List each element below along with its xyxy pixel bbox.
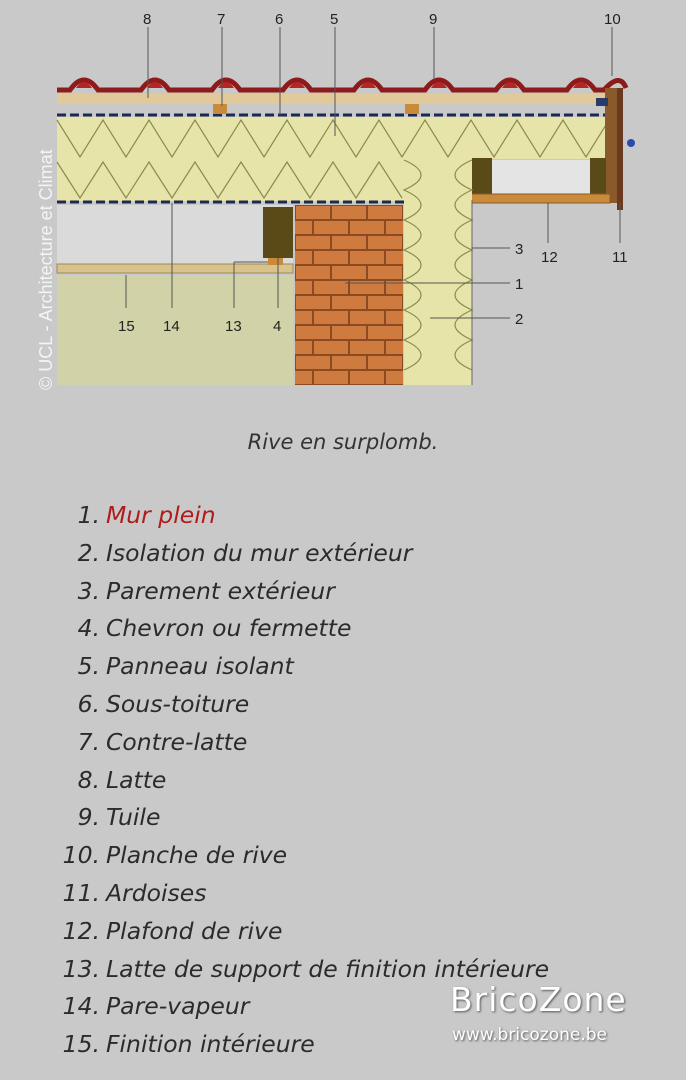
legend-number: 2. (77, 538, 100, 567)
label-13: 13 (225, 318, 242, 335)
rafter (263, 207, 293, 258)
diagram-caption: Rive en surplomb. (247, 430, 439, 454)
legend-label: Tuile (106, 803, 161, 832)
legend-label: Parement extérieur (106, 576, 335, 605)
legend-item[interactable] (0, 497, 549, 535)
legend-label: Latte (106, 765, 167, 794)
label-10: 10 (604, 11, 621, 28)
label-3: 3 (515, 241, 524, 258)
fascia-slates (617, 88, 623, 210)
label-5: 5 (330, 11, 339, 28)
legend-label: Sous-toiture (106, 689, 250, 718)
copyright-text: © UCL - Architecture et Climat (36, 149, 56, 390)
legend-item (0, 610, 549, 648)
rafter-block (590, 158, 606, 194)
legend-number: 12. (62, 916, 100, 945)
legend-item (0, 686, 549, 724)
wall-insulation (404, 159, 472, 385)
legend-number: 8. (77, 765, 100, 794)
ceiling-void (57, 205, 293, 265)
legend-number: 13. (62, 954, 100, 983)
legend-item (0, 724, 549, 762)
legend-number: 1. (77, 501, 100, 529)
legend-label: Planche de rive (106, 841, 288, 870)
label-14: 14 (163, 318, 180, 335)
counter-batten (213, 104, 227, 114)
label-2: 2 (515, 311, 524, 328)
legend-item (0, 762, 549, 800)
support-batten (268, 258, 283, 265)
label-11: 11 (612, 249, 628, 266)
legend-item (0, 573, 549, 611)
label-7: 7 (217, 11, 226, 28)
fascia-strip (596, 98, 608, 106)
legend-item (0, 799, 549, 837)
solid-wall (295, 205, 403, 385)
legend-item (0, 875, 549, 913)
rafter-block (472, 158, 492, 194)
label-15: 15 (118, 318, 135, 335)
soffit-board (470, 194, 610, 203)
legend-number: 10. (62, 841, 100, 870)
label-4: 4 (273, 318, 282, 335)
legend-item (0, 913, 549, 951)
legend-item (0, 837, 549, 875)
legend-label: Pare-vapeur (106, 992, 250, 1021)
legend-number: 15. (62, 1030, 100, 1059)
legend-number: 4. (77, 614, 100, 643)
interior-finish (57, 264, 293, 273)
roof-section-diagram (0, 0, 686, 420)
label-6: 6 (275, 11, 284, 28)
legend-number: 3. (77, 576, 100, 605)
legend-label: Plafond de rive (106, 916, 283, 945)
legend-number: 14. (62, 992, 100, 1021)
legend-item (0, 535, 549, 573)
legend-label: Isolation du mur extérieur (106, 538, 413, 567)
legend-label: Finition intérieure (106, 1030, 315, 1059)
label-1: 1 (515, 276, 524, 293)
legend-number: 7. (77, 727, 100, 756)
legend-list (0, 497, 549, 1064)
legend-number: 11. (62, 878, 100, 907)
legend-number: 5. (77, 652, 100, 681)
legend-label: Panneau isolant (106, 652, 294, 681)
water-drop (627, 139, 635, 147)
legend-number: 6. (77, 689, 100, 718)
counter-batten (405, 104, 419, 114)
bricozone-watermark: BricoZone (450, 980, 627, 1019)
bricozone-url: www.bricozone.be (452, 1025, 608, 1045)
legend-label: Chevron ou fermette (106, 614, 352, 643)
legend-label: Contre-latte (106, 727, 248, 756)
legend-label: Latte de support de finition intérieure (106, 954, 550, 983)
label-9: 9 (429, 11, 438, 28)
legend-label: Ardoises (106, 878, 207, 907)
legend-item (0, 648, 549, 686)
legend-label: Mur plein (106, 501, 216, 529)
roof-insulation-lower (57, 159, 404, 201)
label-8: 8 (143, 11, 152, 28)
label-12: 12 (541, 249, 558, 266)
roof-tiles-fill (76, 82, 589, 88)
roof-tiles (57, 80, 626, 90)
legend-number: 9. (77, 803, 100, 832)
soffit-void (492, 160, 590, 194)
